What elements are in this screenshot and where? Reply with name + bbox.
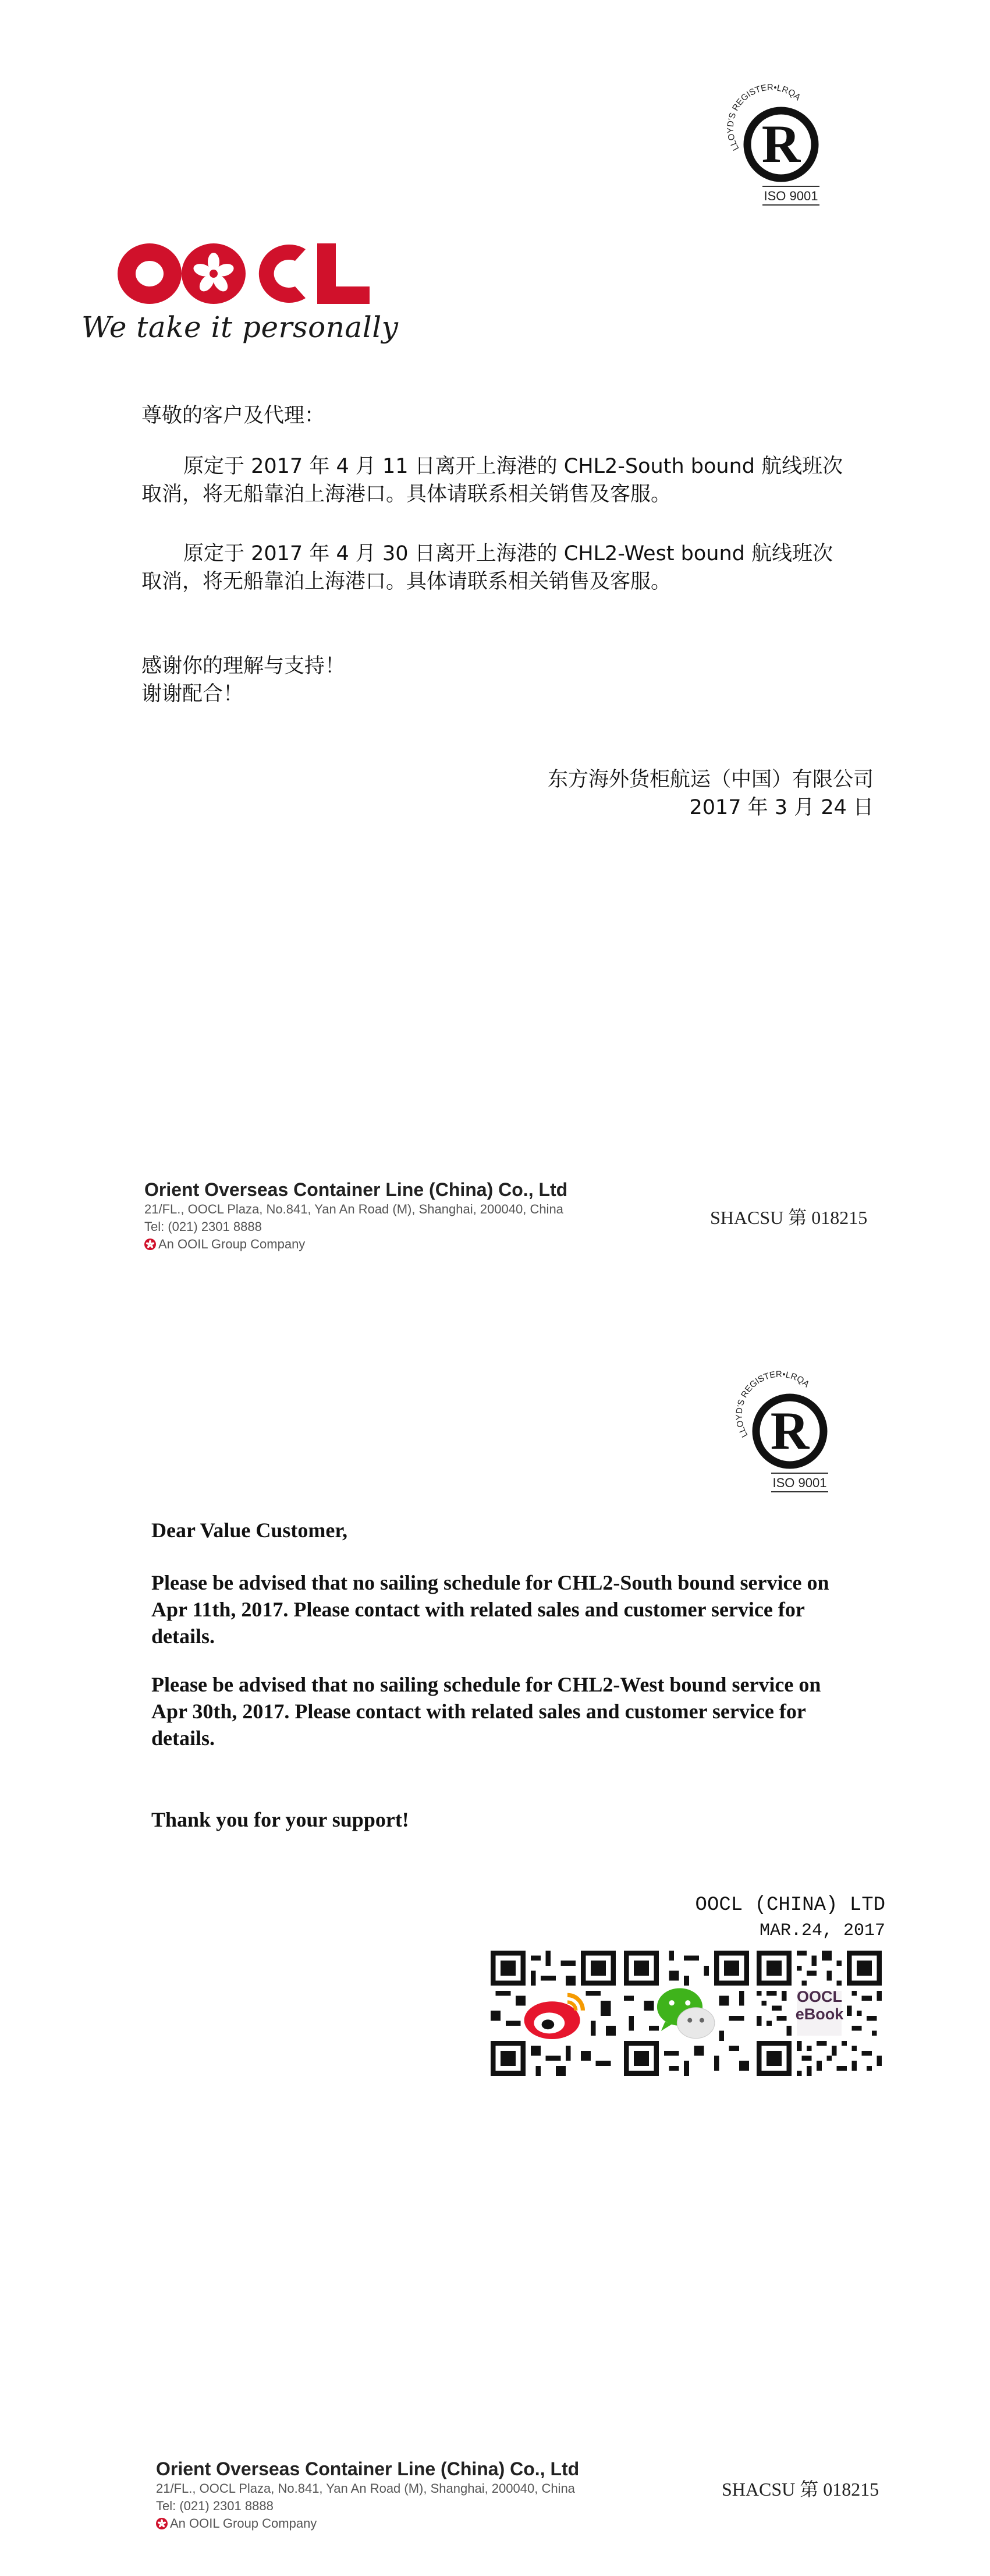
iso-label: ISO 9001: [772, 1475, 827, 1490]
en-thanks: Thank you for your support!: [151, 1808, 409, 1831]
wechat-icon: [653, 1983, 720, 2043]
en-paragraph-2: [151, 1671, 908, 1751]
en-salutation: Dear Value Customer,: [151, 1519, 348, 1542]
cn-paragraph-1: [141, 452, 898, 508]
cn-paragraph-2-line-2: 取消，将无船靠泊上海港口。具体请联系相关销售及客服。: [141, 570, 672, 593]
footer-group: [156, 2515, 913, 2532]
cn-thanks-line-2: 谢谢配合！: [141, 682, 244, 706]
cn-thanks: [141, 652, 345, 708]
iso-ring-text: LLOYD'S REGISTER•LRQA: [734, 1369, 811, 1439]
cn-signature: [548, 766, 874, 822]
footer-group-text: An OOIL Group Company: [158, 1237, 306, 1251]
oocl-flower-icon: [156, 2518, 168, 2529]
cn-thanks-line-1: 感谢你的理解与支持！: [141, 654, 346, 678]
en-paragraph-1-line-2: Apr 11th, 2017. Please contact with related sales and customer service for: [151, 1598, 805, 1621]
footer-group-text: An OOIL Group Company: [170, 2516, 317, 2531]
en-signature-date: MAR.24, 2017: [759, 1921, 885, 1941]
cn-paragraph-2: [141, 540, 898, 596]
footer-tel: Tel: (021) 2301 8888: [156, 2499, 274, 2513]
weibo-qr-code[interactable]: [491, 1951, 616, 2076]
iso-certification-badge-2: [725, 1363, 835, 1496]
oocl-wordmark-icon: [113, 233, 375, 314]
weibo-icon: [519, 1987, 588, 2043]
en-paragraph-2-line-2: Apr 30th, 2017. Please contact with related sales and customer service for: [151, 1700, 806, 1723]
en-paragraph-2-line-3: details.: [151, 1726, 215, 1750]
footer-address: 21/FL., OOCL Plaza, No.841, Yan An Road (M), Shanghai, 200040, China: [144, 1202, 563, 1216]
cn-paragraph-2-line-1: 原定于 2017 年 4 月 30 日离开上海港的 CHL2-West bound 航线班次: [183, 542, 833, 565]
en-paragraph-1-line-1: Please be advised that no sailing schedule for CHL2-South bound service on: [151, 1571, 829, 1594]
oocl-flower-icon: [144, 1239, 156, 1250]
cn-paragraph-1-line-2: 取消，将无船靠泊上海港口。具体请联系相关销售及客服。: [141, 483, 672, 506]
en-signature-company: OOCL (CHINA) LTD: [695, 1894, 885, 1916]
footer-tel: Tel: (021) 2301 8888: [144, 1219, 262, 1234]
lloyds-register-icon: [725, 1363, 835, 1496]
footer-company: Orient Overseas Container Line (China) Co., Ltd: [144, 1179, 568, 1200]
lloyds-register-icon: [716, 76, 826, 210]
logo-tagline: We take it personally: [81, 310, 399, 344]
ebook-label: OOCL eBook: [795, 1988, 844, 2023]
iso-label: ISO 9001: [764, 189, 818, 203]
footer-doc-code: SHACSU 第 018215: [722, 2479, 879, 2500]
cn-signature-date: 2017 年 3 月 24 日: [689, 796, 874, 819]
en-paragraph-2-line-1: Please be advised that no sailing schedule for CHL2-West bound service on: [151, 1673, 821, 1696]
oocl-logo: [81, 233, 399, 355]
iso-mark-letter: R: [761, 114, 801, 174]
iso-mark-letter: R: [770, 1401, 810, 1460]
en-paragraph-1-line-3: details.: [151, 1625, 215, 1648]
footer-company: Orient Overseas Container Line (China) Co., Ltd: [156, 2458, 580, 2479]
iso-certification-badge: [716, 76, 826, 210]
footer-group: [144, 1236, 901, 1253]
wechat-qr-code[interactable]: [624, 1951, 749, 2076]
cn-signature-company: 东方海外货柜航运（中国）有限公司: [547, 768, 874, 791]
cn-salutation: 尊敬的客户及代理：: [141, 404, 325, 427]
footer-address: 21/FL., OOCL Plaza, No.841, Yan An Road (M), Shanghai, 200040, China: [156, 2481, 575, 2496]
footer-doc-code: SHACSU 第 018215: [710, 1207, 868, 1228]
en-signature: [696, 1892, 885, 1944]
cn-paragraph-1-line-1: 原定于 2017 年 4 月 11 日离开上海港的 CHL2-South bound 航线班次: [183, 455, 843, 478]
ebook-qr-code[interactable]: [757, 1951, 882, 2076]
en-paragraph-1: [151, 1569, 908, 1650]
iso-ring-text: LLOYD'S REGISTER•LRQA: [725, 82, 803, 153]
